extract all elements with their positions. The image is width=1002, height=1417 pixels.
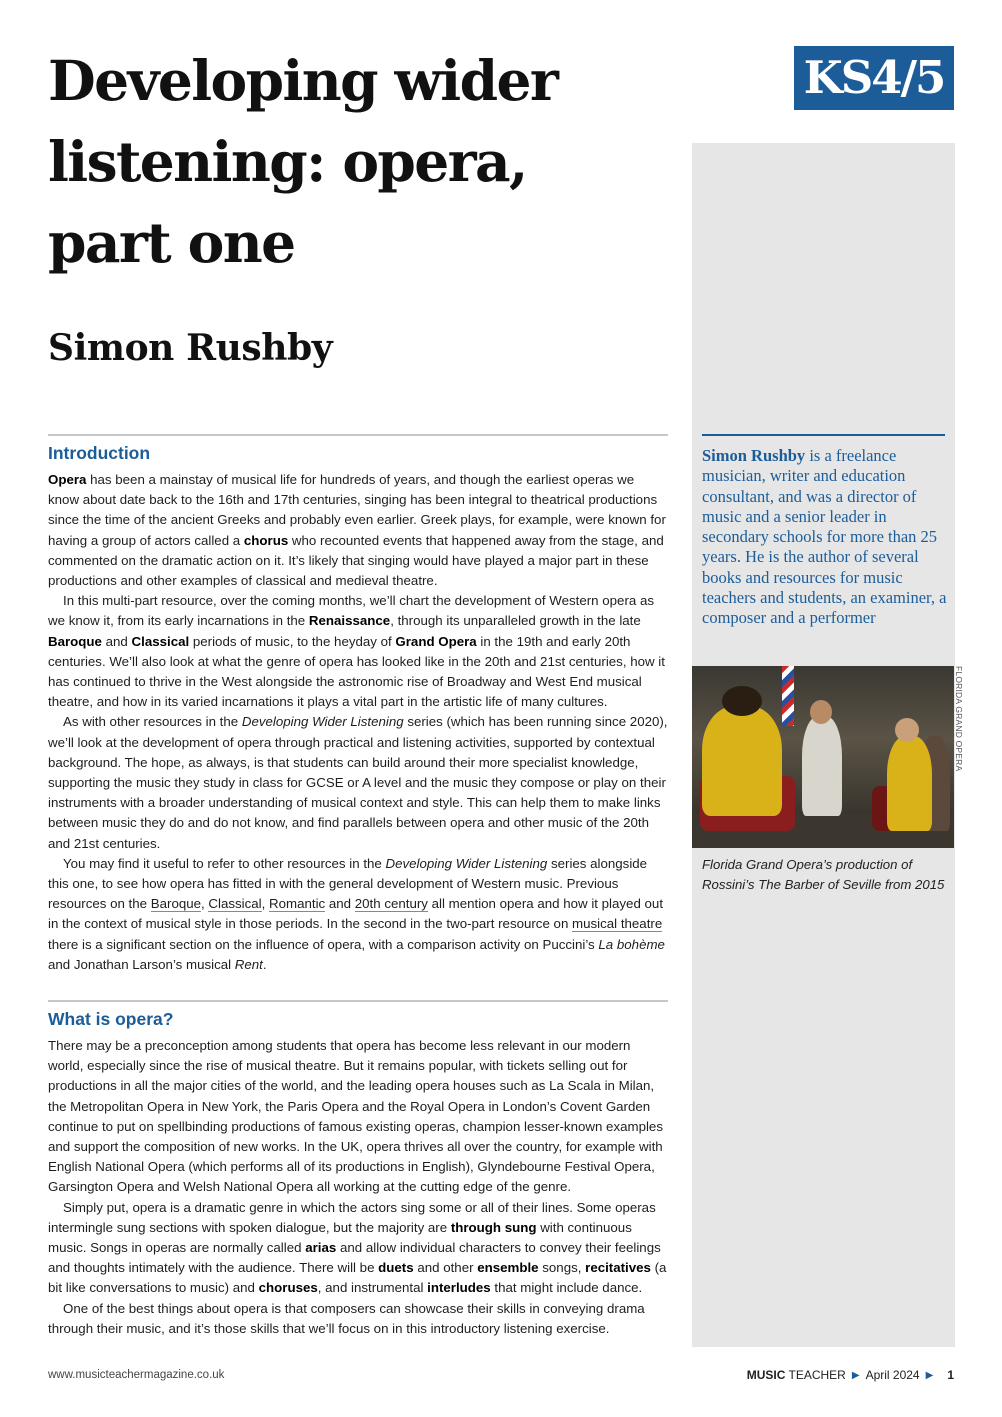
text-run: series (which has been running since 2020), we’ll look at the development of opera through practical and listening activities, supported by contextual background. The hope, as always, is that students can build around their more specialist knowledge, supporting the music they study in class for GCSE or A level and the music they compose or play on their instruments with a broader understanding of musical context and style. This can help them to make links between music they do and do not know, and find parallels between opera and other music of the 20th and 21st centuries. [48,714,668,851]
key-term: chorus [243,532,289,548]
whatis-heading: What is opera? [48,1009,174,1029]
key-term: recitatives [585,1260,651,1276]
text-run: Simply put, opera is a dramatic genre in which the actors sing some or all of their lines. Some operas intermingle sung sections with spoken dialogue, but the majority are [48,1199,656,1235]
text-run: has been a mainstay of musical life for hundreds of years, and though the earliest operas we know about date back to the 16th and 17th centuries, singing has been integral to theatrical productions since the time of the ancient Greeks and probably even earlier. Greek plays, for example, were known for having a group of actors called a [48,472,666,548]
barber-pole [782,666,794,726]
key-stage-badge: KS4/5 [794,46,954,110]
photo-caption: Florida Grand Opera’s production of Rossini’s The Barber of Seville from 2015 [702,857,945,893]
title-italic: Developing Wider Listening [241,714,404,730]
magazine-name [747,1368,846,1382]
text-run: series alongside this one, to see how opera has fitted in with the general development of Western music. Previous resources on the [48,855,648,912]
intro-paragraph-1 [48,470,668,591]
bio-text: is a freelance musician, writer and education consultant, and was a director of music and a senior leader in secondary schools for more than 25 years. He is the author of several books and resources for music teachers and students, an examiner, a composer and a performer [702,446,947,628]
magazine-name-bold: MUSIC [746,1368,786,1382]
resource-link[interactable]: Baroque [150,896,202,912]
text-run: and Jonathan Larson’s musical [48,956,235,972]
text-run: One of the best things about opera is that composers can showcase their skills in conveying drama through their music, and it’s those skills that we’ll focus on in this introductory listening exercise. [48,1300,645,1336]
resource-link[interactable]: musical theatre [572,916,663,932]
photo-credit: FLORIDA GRAND OPERA [954,666,964,772]
text-run: As with other resources in the [63,714,242,730]
text-run: all mention opera and how it played out in the context of musical style in those periods. In the second in the two-part resource on [48,896,664,932]
text-run: , [201,896,209,912]
performer-2-head [810,700,832,724]
text-run: and other [413,1260,478,1276]
key-term: Renaissance [308,613,391,629]
text-run: , and instrumental [317,1280,428,1296]
key-term: Opera [48,472,87,487]
text-run: , [261,896,270,912]
bio-name: Simon Rushby [702,446,806,465]
text-run: In this multi-part resource, over the coming months, we’ll chart the development of Western opera as we know it, from its early incarnations in the [48,593,655,629]
text-run: with continuous music. Songs in operas are normally called [48,1219,632,1256]
performer-1 [702,706,782,816]
key-term: choruses [258,1280,318,1296]
page-number: 1 [947,1368,954,1382]
text-run: , through its unparalleled growth in the late [390,613,641,629]
key-term: arias [305,1240,337,1256]
resource-link[interactable]: Romantic [269,896,326,912]
title-italic: Rent [234,956,263,972]
key-term: Grand Opera [395,633,477,649]
text-run: that might include dance. [490,1280,643,1296]
whatis-paragraph-2 [48,1198,668,1299]
whatis-paragraph-1 [48,1036,668,1198]
triangle-icon: ▶ [851,1369,860,1381]
performer-3-head [895,718,919,742]
key-term: through sung [450,1219,537,1235]
text-run: in the 19th and early 20th centuries. We’ll also look at what the genre of opera has looked like in the 20th and 21st centuries, how it has continued to thrive in the West alongside the astronomic rise of Broadway and West End musical theatre, and how in its varied incarnations it plays a vital part in the artistic life of many cultures. [48,633,665,710]
page-title: Developing wider listening: opera, part one [48,48,558,275]
text-run: (a bit like conversations to music) and [48,1260,667,1296]
key-term: Classical [131,633,190,649]
resource-link[interactable]: 20th century [354,896,428,912]
text-run: and [325,896,355,912]
performer-3 [887,736,932,831]
magazine-name-rest: TEACHER [785,1368,846,1382]
key-term: interludes [427,1280,491,1296]
opera-production-photo [692,666,954,848]
text-run: . [262,956,267,972]
footer-masthead [747,1368,954,1382]
title-italic: La bohème [598,936,665,952]
intro-paragraph-4 [48,854,668,975]
text-run: and allow individual characters to convey their feelings and thoughts intimately with the audience. There will be [48,1240,661,1276]
title-italic: Developing Wider Listening [385,855,548,871]
sidebar-divider [702,434,945,436]
footer-url[interactable]: www.musicteachermagazine.co.uk [48,1369,225,1381]
text-run: and [101,633,132,649]
section-rule-intro [48,434,668,436]
section-rule-whatis [48,1000,668,1002]
text-run: songs, [538,1260,586,1276]
author-name: Simon Rushby [48,327,333,369]
triangle-icon-2: ▶ [925,1369,934,1381]
key-term: duets [378,1260,414,1276]
text-run: there is a significant section on the influence of opera, with a comparison activity on Puccini’s [48,936,599,952]
intro-paragraph-2 [48,591,668,712]
intro-heading: Introduction [48,443,151,463]
text-run: who recounted events that happened away from the stage, and commented on the dramatic action on it. It’s likely that singing would have played a major part in these productions and other examples of classical and medieval theatre. [48,532,664,589]
whatis-paragraph-3 [48,1299,668,1339]
performer-2 [802,716,842,816]
key-term: ensemble [477,1260,539,1276]
text-run: You may find it useful to refer to other resources in the [63,855,386,871]
text-run: periods of music, to the heyday of [189,633,396,649]
key-term: Baroque [48,633,102,649]
intro-paragraph-3 [48,712,668,853]
whatis-body [48,1036,668,1339]
text-run: There may be a preconception among students that opera has become less relevant in our modern world, especially since the rise of musical theatre. But it remains popular, with tickets selling out for productions in all the major cities of the world, and the leading opera houses such as La Scala in Milan, the Metropolitan Opera in New York, the Paris Opera and the Royal Opera in London’s Covent Garden continue to put on spellbinding productions of famous existing operas, champion lesser-known examples and support the composition of new works. In the UK, opera thrives all over the country, for example with English National Opera (which performs all of its productions in English), Glyndebourne Festival Opera, Garsington Opera and Welsh National Opera all working at the cutting edge of the genre. [48,1038,663,1195]
author-bio [702,446,948,629]
issue-date: April 2024 [865,1368,920,1382]
resource-link[interactable]: Classical [208,896,262,912]
performer-1-head [722,686,762,716]
intro-body [48,470,668,975]
